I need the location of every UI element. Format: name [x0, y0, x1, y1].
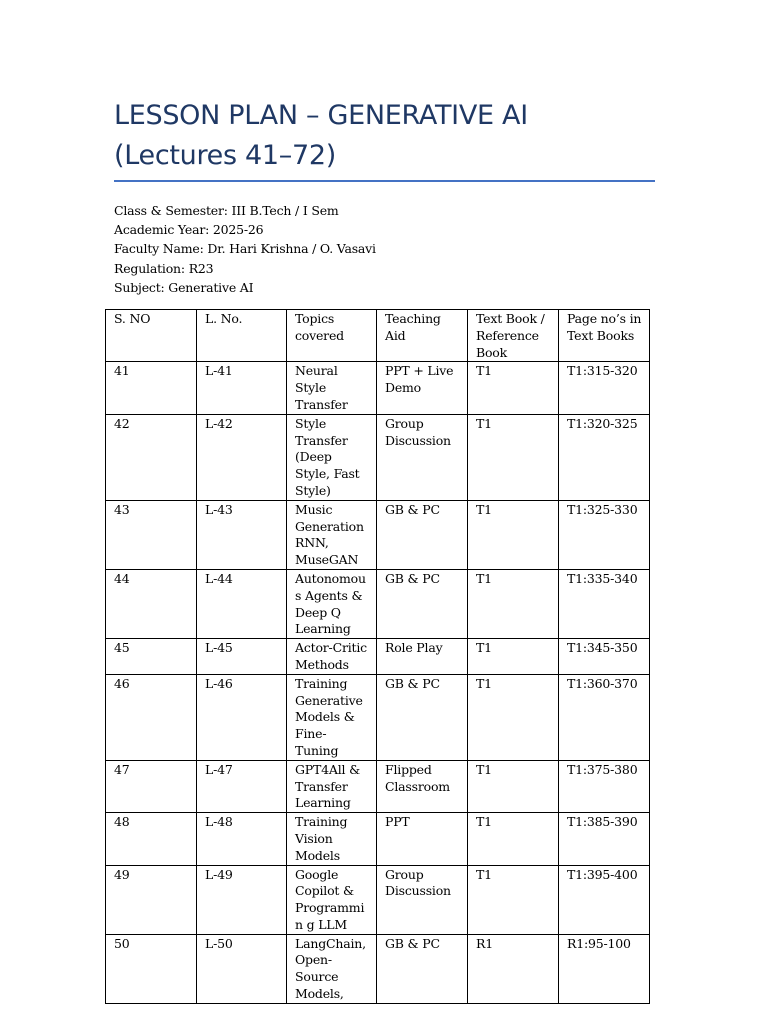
lesson-plan-table	[105, 309, 650, 1004]
cell-s-no: 48	[106, 813, 197, 865]
cell-page-nos: T1:385-390	[559, 813, 650, 865]
header-teaching-aid: Teaching Aid	[377, 310, 468, 362]
cell-teaching-aid: GB & PC	[377, 500, 468, 569]
cell-topic: Style Transfer (Deep Style, Fast Style)	[287, 414, 377, 500]
cell-topic: GPT4All & Transfer Learning	[287, 760, 377, 812]
cell-l-no: L-43	[197, 500, 287, 569]
table-row	[106, 500, 650, 569]
cell-page-nos: T1:345-350	[559, 639, 650, 675]
cell-s-no: 45	[106, 639, 197, 675]
cell-teaching-aid: GB & PC	[377, 934, 468, 1003]
cell-topic: LangChain, Open-Source Models,	[287, 934, 377, 1003]
course-details	[114, 201, 376, 297]
cell-l-no: L-48	[197, 813, 287, 865]
cell-teaching-aid: GB & PC	[377, 674, 468, 760]
cell-l-no: L-41	[197, 362, 287, 414]
faculty-name: Faculty Name: Dr. Hari Krishna / O. Vasavi	[114, 241, 376, 257]
cell-page-nos: T1:315-320	[559, 362, 650, 414]
cell-text-book: T1	[468, 500, 559, 569]
table-row	[106, 813, 650, 865]
table-row	[106, 362, 650, 414]
cell-s-no: 46	[106, 674, 197, 760]
table-row	[106, 934, 650, 1003]
title-underline	[114, 180, 655, 182]
cell-topic: Actor-Critic Methods	[287, 639, 377, 675]
cell-teaching-aid: Group Discussion	[377, 414, 468, 500]
cell-l-no: L-49	[197, 865, 287, 934]
header-topics: Topics covered	[287, 310, 377, 362]
title-line-2: (Lectures 41–72)	[114, 140, 336, 171]
cell-l-no: L-45	[197, 639, 287, 675]
cell-teaching-aid: PPT	[377, 813, 468, 865]
table-row	[106, 760, 650, 812]
cell-teaching-aid: PPT + Live Demo	[377, 362, 468, 414]
cell-topic: Training Vision Models	[287, 813, 377, 865]
table-row	[106, 414, 650, 500]
cell-l-no: L-50	[197, 934, 287, 1003]
cell-s-no: 43	[106, 500, 197, 569]
title-line-1: LESSON PLAN – GENERATIVE AI	[114, 100, 528, 131]
cell-topic: Music Generation RNN, MuseGAN	[287, 500, 377, 569]
cell-teaching-aid: Group Discussion	[377, 865, 468, 934]
table-row	[106, 639, 650, 675]
cell-s-no: 41	[106, 362, 197, 414]
table-row	[106, 865, 650, 934]
cell-s-no: 44	[106, 569, 197, 638]
cell-s-no: 49	[106, 865, 197, 934]
cell-text-book: T1	[468, 865, 559, 934]
cell-page-nos: T1:395-400	[559, 865, 650, 934]
header-text-book: Text Book / Reference Book	[468, 310, 559, 362]
cell-page-nos: T1:375-380	[559, 760, 650, 812]
cell-s-no: 50	[106, 934, 197, 1003]
cell-text-book: T1	[468, 569, 559, 638]
regulation: Regulation: R23	[114, 260, 214, 276]
academic-year: Academic Year: 2025-26	[114, 222, 264, 238]
cell-s-no: 47	[106, 760, 197, 812]
table-header-row	[106, 310, 650, 362]
cell-page-nos: T1:325-330	[559, 500, 650, 569]
table-row	[106, 674, 650, 760]
subject: Subject: Generative AI	[114, 279, 254, 295]
cell-page-nos: T1:360-370	[559, 674, 650, 760]
cell-text-book: T1	[468, 414, 559, 500]
cell-teaching-aid: GB & PC	[377, 569, 468, 638]
page-title	[114, 96, 674, 176]
cell-teaching-aid: Role Play	[377, 639, 468, 675]
cell-topic: Google Copilot & Programmin g LLM	[287, 865, 377, 934]
class-semester: Class & Semester: III B.Tech / I Sem	[114, 203, 339, 218]
header-l-no: L. No.	[197, 310, 287, 362]
table-row	[106, 569, 650, 638]
cell-text-book: T1	[468, 639, 559, 675]
cell-topic: Training Generative Models & Fine-Tuning	[287, 674, 377, 760]
cell-text-book: T1	[468, 813, 559, 865]
cell-topic: Autonomous Agents & Deep Q Learning	[287, 569, 377, 638]
cell-text-book: T1	[468, 674, 559, 760]
header-s-no: S. NO	[106, 310, 197, 362]
cell-text-book: T1	[468, 362, 559, 414]
cell-page-nos: T1:320-325	[559, 414, 650, 500]
cell-teaching-aid: Flipped Classroom	[377, 760, 468, 812]
cell-page-nos: R1:95-100	[559, 934, 650, 1003]
cell-text-book: R1	[468, 934, 559, 1003]
cell-s-no: 42	[106, 414, 197, 500]
cell-l-no: L-44	[197, 569, 287, 638]
cell-l-no: L-46	[197, 674, 287, 760]
cell-l-no: L-47	[197, 760, 287, 812]
header-page-nos: Page no’s in Text Books	[559, 310, 650, 362]
cell-text-book: T1	[468, 760, 559, 812]
cell-topic: Neural Style Transfer	[287, 362, 377, 414]
cell-l-no: L-42	[197, 414, 287, 500]
cell-page-nos: T1:335-340	[559, 569, 650, 638]
